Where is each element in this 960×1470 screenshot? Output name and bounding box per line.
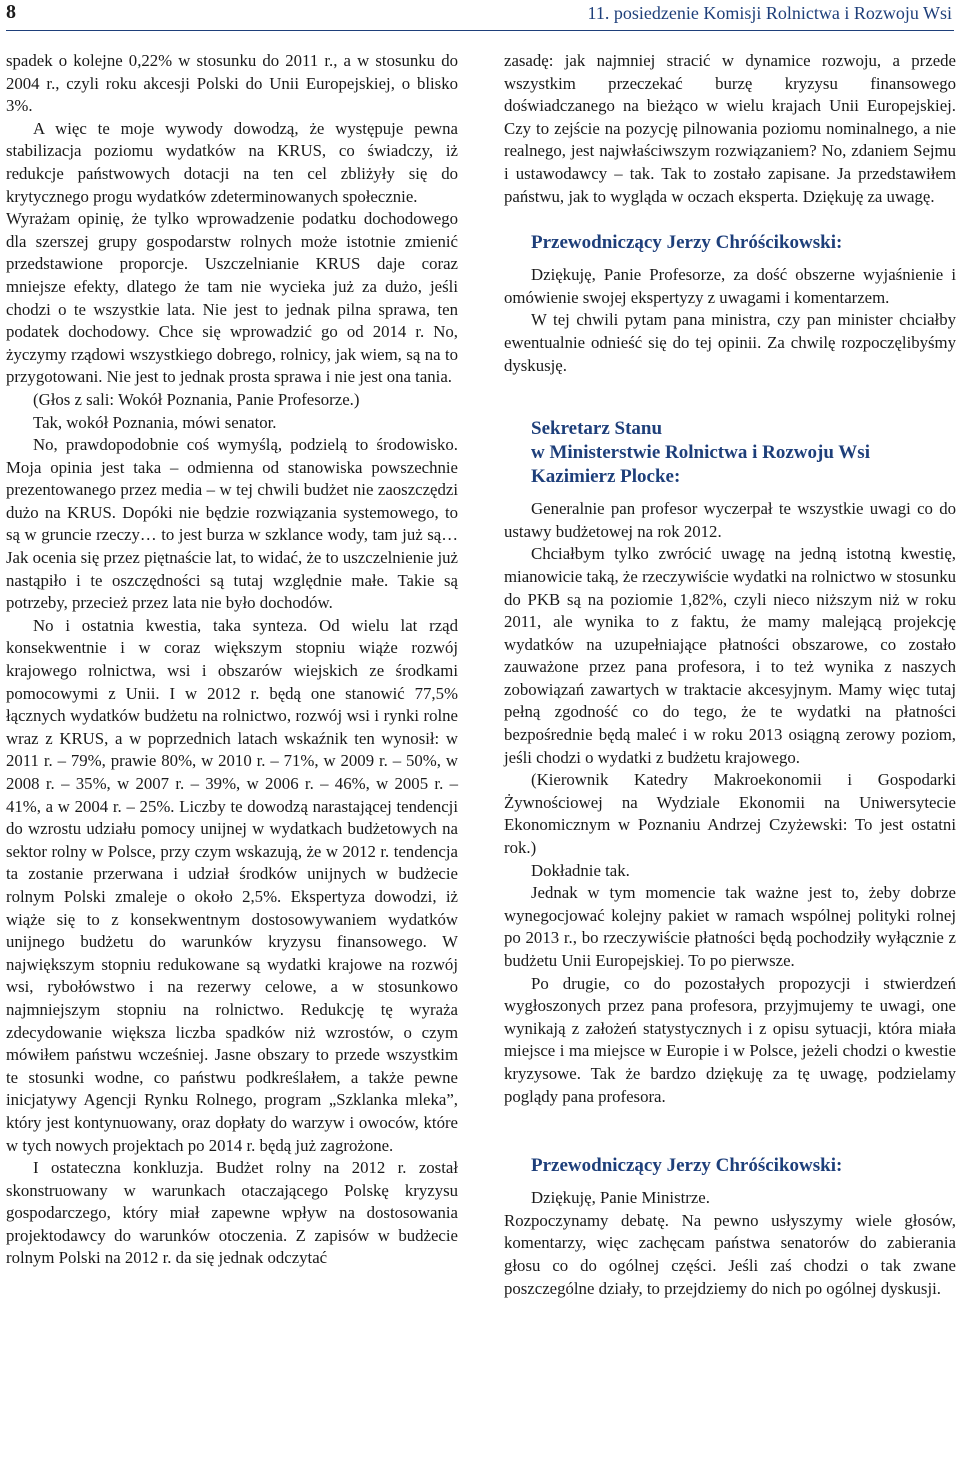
- interjection: (Kierownik Katedry Makroekonomii i Gospodarki Żywnościowej na Wydziale Ekonomii na Uniwersytecie Ekonomicznym w Poznaniu Andrzej Czyżewski: To jest ostatni rok.): [504, 770, 956, 858]
- paragraph: Dziękuję, Panie Profesorze, za dość obszerne wyjaśnienie i omówienie swojej ekspertyzy z uwagami i komentarzem.: [504, 265, 956, 307]
- page-header: [0, 0, 960, 36]
- paragraph: A więc te moje wywody dowodzą, że występuje pewna stabilizacja poziomu wydatków na KRUS, co świadczy, iż redukcje państwowych dotacji na ten cel zbliżyły się do krytycznego progu wydatków zdeterminowanych społecznie.: [6, 118, 458, 206]
- speaker-heading: Przewodniczący Jerzy Chróścikowski:: [531, 232, 843, 254]
- paragraph: zasadę: jak najmniej stracić w dynamice rozwoju, a przede wszystkim przeczekać burzę kryzysu finansowego doświadczanego na bieżąco w wielu krajach Unii Europejskiej. Czy to zejście na pozycję pilnowania poziomu nominalnego, a nie realnego, jest najwłaściwszym rozwiązaniem? No, zdaniem Sejmu i ustawodawcy – tak. Tak to zostało zapisane. Ja przedstawiłem państwu, jak to wygląda w oczach eksperta. Dziękuję za uwagę.: [504, 51, 956, 206]
- header-rule: [6, 30, 954, 31]
- paragraph: Dokładnie tak.: [531, 860, 630, 880]
- paragraph: No, prawdopodobnie coś wymyślą, podzielą to środowisko. Moja opinia jest taka – odmienna od stanowiska powszechnie prezentowanego przez media – w tej chwili budżet nie zaoszczędzi dużo na KRUS. Dopóki nie będzie rozwiązania systemowego, to są w gruncie rzeczy… to jest burza w szklance wody, tam już są… Jak ocenia się przez piętnaście lat, to widać, że to uszczelnienie już nastąpiło i te oszczędności są tutaj względnie małe. Takie są potrzeby, przecież przez lata nie było dochodów.: [6, 435, 458, 613]
- page-number: 8: [6, 1, 16, 23]
- left-column: [6, 50, 458, 1270]
- paragraph: W tej chwili pytam pana ministra, czy pan minister chciałby ewentualnie odnieść się do tej opinii. Za chwilę rozpoczęlibyśmy dyskusję.: [504, 310, 956, 375]
- paragraph: Wyrażam opinię, że tylko wprowadzenie podatku dochodowego dla szerszej grupy gospodarstw rolnych może istotnie zmienić przedstawione proporcje. Uszczelnianie KRUS daje coraz mniejsze efekty, dlatego że tam nie wycieka już za dużo, jeśli chodzi o te wszystkie lata. Nie jest to jednak pilna sprawa, ten podatek dochodowy. Chce się wprowadzić go od 2014 r. No, życzymy rządowi wszystkiego dobrego, rolnicy, jak wiem, są na to przygotowani. Nie jest to jednak prosta sprawa i nie jest ona tania.: [6, 209, 458, 387]
- paragraph: Generalnie pan profesor wyczerpał te wszystkie uwagi co do ustawy budżetowej na rok 2012.: [504, 499, 956, 541]
- paragraph: No i ostatnia kwestia, taka synteza. Od wielu lat rząd konsekwentnie i w coraz większym stopniu wiąże rozwój krajowego rolnictwa, wsi i obszarów wiejskich ze środkami pomocowymi z Unii. I w 2012 r. będą one stanowić 77,5% łącznych wydatków budżetu na rolnictwo, rozwój wsi i rynki rolne wraz z KRUS, a w poprzednich latach wskaźnik ten wynosił: w 2011 r. – 79%, prawie 80%, w 2010 r. – 71%, w 2009 r. – 50%, w 2008 r. – 35%, w 2007 r. – 39%, w 2006 r. – 46%, w 2005 r. – 41%, a w 2004 r. – 25%. Liczby te dowodzą narastającej tendencji do wzrostu udziału pomocy unijnej w wydatkach budżetowych na sektor rolny w Polsce, przy czym wskazują, że w 2012 r. tendencja ta zostanie przerwana i udział środków unijnych w budżecie rolnym Polski zmaleje o około 2,5%. Ekspertyza dowodzi, iż wiąże się to z konsekwentnym dostosowywaniem wydatków unijnego budżetu do warunków kryzysu finansowego. W największym stopniu redukowane są wydatki krajowe na rozwój wsi, rybołówstwo i na rezerwy celowe, a w stosunkowo najmniejszym stopniu na rolnictwo. Redukcję tę wyraża zdecydowanie większa liczba spadków niż wzrostów, o czym mówiłem państwu wcześniej. Jasne obszary to przede wszystkim te stosunki wodne, co państwu podkreślałem, a także pewne inicjatywy Agencji Rynku Rolnego, program „Szklanka mleka”, który jest kontynuowany, oraz dopłaty do warzyw i owoców, które w tych nowych projektach po 2014 r. będą już zagrożone.: [6, 615, 458, 1155]
- paragraph: Rozpoczynamy debatę. Na pewno usłyszymy wiele głosów, komentarzy, więc zachęcam państwa senatorów do zabierania głosu co do ogólnej części. Jeśli zaś chodzi o tak zwane poszczególne działy, to przejdziemy do nich po ogólnej dyskusji.: [504, 1210, 956, 1298]
- speaker-title-line: Sekretarz Stanu: [531, 418, 663, 440]
- paragraph: Jednak w tym momencie tak ważne jest to, żeby dobrze wynegocjować kolejny pakiet w ramach wspólnej polityki rolnej po 2013 r., bo rzeczywiście płatności będą pochodziły wyłącznie z budżetu Unii Europejskiej. To po pierwsze.: [504, 883, 956, 970]
- paragraph: Chciałbym tylko zwrócić uwagę na jedną istotną kwestię, mianowicie taką, że rzeczywiście wydatki na rolnictwo w stosunku do PKB są na poziomie 1,82%, czyli nieco niższym niż w roku 2011, ale wynika to z faktu, że mamy malejącą projekcję wydatków na uzupełniające płatności obszarowe, co zostało zauważone przez pana profesora, i to też wynika z naszych zobowiązań zawartych w traktacie akcesyjnym. Mamy więc tutaj pełną zgodność co do tego, że te wydatki na płatności bezpośrednie będą maleć i w roku 2013 osiągną zerowy poziom, jeśli chodzi o wydatki z budżetu krajowego.: [504, 544, 956, 767]
- paragraph: I ostateczna konkluzja. Budżet rolny na 2012 r. został skonstruowany w warunkach otaczającego Polskę kryzysu gospodarczego, który miał zapewne wpływ na dostosowania projektodawcy do warunków otoczenia. Z zapisów w budżecie rolnym Polski na 2012 r. da się jednak odczytać: [6, 1158, 458, 1268]
- paragraph: Dziękuję, Panie Ministrze.: [531, 1188, 710, 1208]
- paragraph: Po drugie, co do pozostałych propozycji i stwierdzeń wygłoszonych przez pana profesora, przyjmujemy te uwagi, one wynikają z założeń statystycznych i z opisu sytuacji, która miała miejsce i ma miejsce w Europie i w Polsce, jeżeli chodzi o kwestie kryzysowe. Tak że bardzo dziękuję za tę uwagę, podzielamy poglądy pana profesora.: [504, 973, 956, 1106]
- paragraph: Tak, wokół Poznania, mówi senator.: [33, 412, 277, 432]
- running-title: 11. posiedzenie Komisji Rolnictwa i Rozwoju Wsi: [587, 3, 952, 23]
- interjection: (Głos z sali: Wokół Poznania, Panie Profesorze.): [33, 389, 360, 409]
- speaker-name-line: Kazimierz Plocke:: [531, 466, 681, 488]
- paragraph: spadek o kolejne 0,22% w stosunku do 2011 r., a w stosunku do 2004 r., czyli roku akcesji Polski do Unii Europejskiej, o blisko 3%.: [6, 51, 458, 116]
- speaker-title-line: w Ministerstwie Rolnictwa i Rozwoju Wsi: [531, 442, 870, 464]
- speaker-heading: Przewodniczący Jerzy Chróścikowski:: [531, 1155, 843, 1177]
- right-column: [504, 50, 956, 1300]
- speaker-heading: [504, 417, 956, 489]
